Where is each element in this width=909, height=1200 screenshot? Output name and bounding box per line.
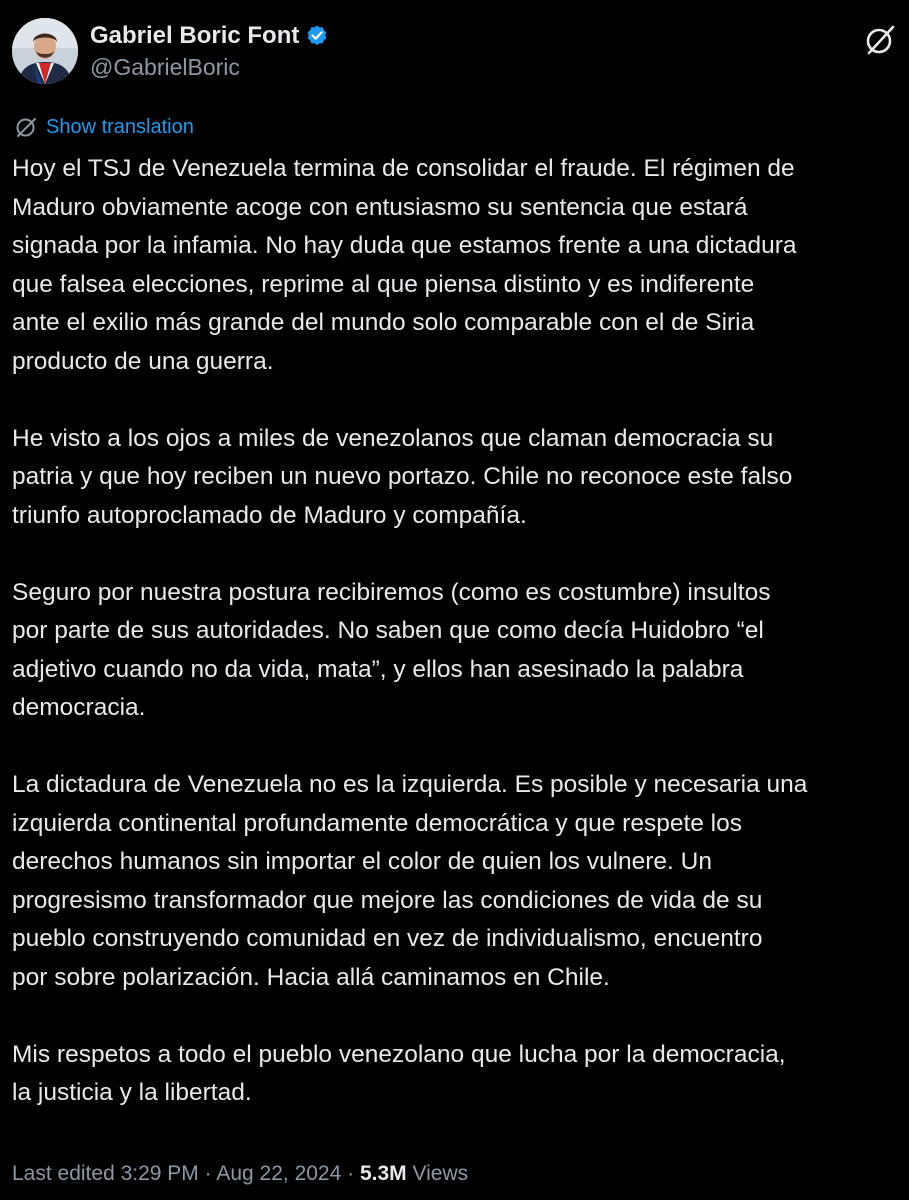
display-name[interactable]: Gabriel Boric Font xyxy=(90,22,300,49)
author-handle[interactable]: @GabrielBoric xyxy=(90,54,240,80)
display-name-row xyxy=(90,20,329,52)
avatar[interactable] xyxy=(12,18,78,84)
tweet-line: Maduro obviamente acoge con entusiasmo su sentencia que estará xyxy=(12,193,748,221)
tweet-line: por sobre polarización. Hacia allá caminamos en Chile. xyxy=(12,963,610,991)
tweet-time[interactable]: 3:29 PM xyxy=(120,1162,199,1185)
tweet-header xyxy=(12,18,902,88)
tweet-line: Hoy el TSJ de Venezuela termina de consolidar el fraude. El régimen de xyxy=(12,155,795,182)
tweet-line: He visto a los ojos a miles de venezolanos que claman democracia su xyxy=(12,424,774,452)
tweet-line: ante el exilio más grande del mundo solo comparable con el de Siria xyxy=(12,309,755,336)
tweet-line: por parte de sus autoridades. No saben que como decía Huidobro “el xyxy=(12,617,764,644)
edited-label[interactable]: Last edited xyxy=(12,1162,115,1185)
tweet-line: adjetivo cuando no da vida, mata”, y ellos han asesinado la palabra xyxy=(12,655,744,683)
tweet-date[interactable]: Aug 22, 2024 xyxy=(216,1162,342,1185)
tweet-line: patria y que hoy reciben un nuevo portazo. Chile no reconoce este falso xyxy=(12,463,793,490)
tweet-text xyxy=(12,150,909,1113)
globe-icon xyxy=(14,115,38,139)
tweet-paragraph xyxy=(12,420,909,536)
tweet-line: signada por la infamia. No hay duda que estamos frente a una dictadura xyxy=(12,232,797,259)
views-count: 5.3M xyxy=(359,1162,407,1185)
show-translation-link[interactable] xyxy=(14,112,194,142)
tweet-line: progresismo transformador que mejore las condiciones de vida de su xyxy=(12,886,763,914)
tweet-line: la justicia y la libertad. xyxy=(12,1079,252,1106)
tweet-paragraph xyxy=(12,150,909,381)
tweet-line: democracia. xyxy=(12,694,146,721)
grok-icon[interactable] xyxy=(864,24,896,56)
tweet-line: triunfo autoproclamado de Maduro y compañía. xyxy=(12,501,527,529)
tweet-line: Mis respetos a todo el pueblo venezolano que lucha por la democracia, xyxy=(12,1040,786,1068)
meta-separator: · xyxy=(204,1162,212,1185)
tweet-paragraph xyxy=(12,574,909,728)
tweet-line: Seguro por nuestra postura recibiremos (como es costumbre) insultos xyxy=(12,578,771,606)
tweet-line: que falsea elecciones, reprime al que piensa distinto y es indiferente xyxy=(12,270,755,298)
views-label: Views xyxy=(412,1162,469,1185)
tweet-line: producto de una guerra. xyxy=(12,347,274,375)
tweet-line: La dictadura de Venezuela no es la izquierda. Es posible y necesaria una xyxy=(12,771,808,798)
tweet-line: pueblo construyendo comunidad en vez de individualismo, encuentro xyxy=(12,925,763,952)
verified-badge-icon[interactable] xyxy=(305,24,329,48)
tweet-meta xyxy=(12,1162,468,1186)
tweet-paragraph xyxy=(12,766,909,997)
show-translation-label: Show translation xyxy=(46,115,194,138)
avatar-portrait-icon xyxy=(12,18,78,84)
tweet-line: izquierda continental profundamente democrática y que respete los xyxy=(12,809,742,837)
author-names xyxy=(90,20,329,81)
tweet-paragraph xyxy=(12,1036,909,1113)
meta-separator-2: · xyxy=(347,1162,355,1185)
tweet-line: derechos humanos sin importar el color de quien los vulnere. Un xyxy=(12,848,712,875)
